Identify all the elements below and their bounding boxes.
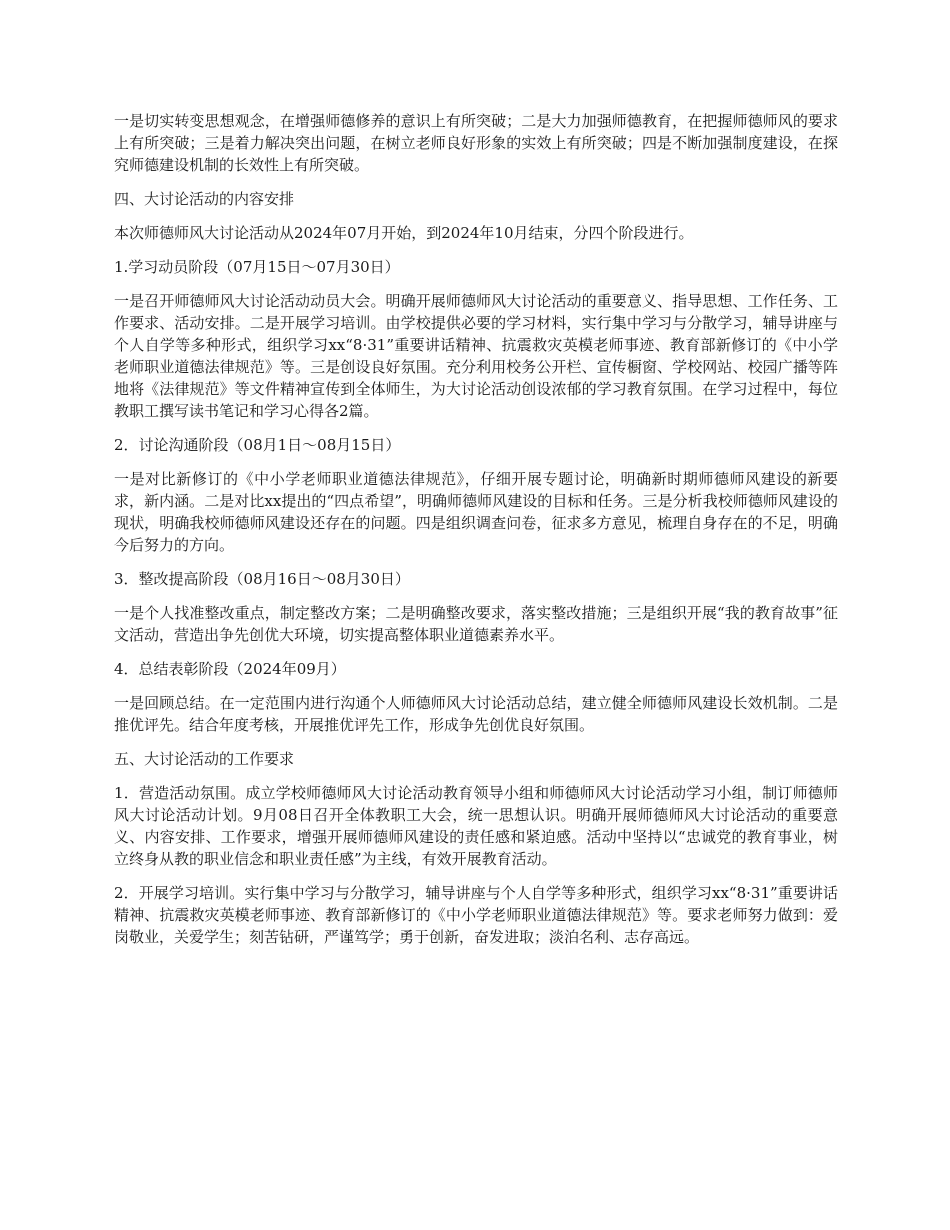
section-heading-4: 四、大讨论活动的内容安排 [114, 190, 295, 208]
document-page [114, 110, 838, 960]
paragraph-requirement-2: 2．开展学习培训。实行集中学习与分散学习，辅导讲座与个人自学等多种形式，组织学习xx“8·31”重要讲话精神、抗震救灾英模老师事迹、教育部新修订的《中小学老师职业道德法律规范》等。要求老师努力做到：爱岗敬业，关爱学生；刻苦钻研，严谨笃学；勇于创新，奋发进取；淡泊名利、志存高远。 [114, 884, 838, 946]
stage-heading-3: 3．整改提高阶段（08月16日～08月30日） [114, 570, 410, 588]
stage-heading-4: 4．总结表彰阶段（2024年09月） [114, 660, 346, 678]
paragraph-requirement-1: 1．营造活动氛围。成立学校师德师风大讨论活动教育领导小组和师德师风大讨论活动学习小组，制订师德师风大讨论活动计划。9月08日召开全体教职工大会，统一思想认识。明确开展师德师风大讨论活动的重要意义、内容安排、工作要求，增强开展师德师风建设的责任感和紧迫感。活动中坚持以“忠诚党的教育事业，树立终身从教的职业信念和职业责任感”为主线，有效开展教育活动。 [114, 784, 838, 868]
stage-heading-1: 1.学习动员阶段（07月15日～07月30日） [114, 258, 400, 276]
section-heading-5: 五、大讨论活动的工作要求 [114, 750, 295, 768]
stage-heading-2: 2．讨论沟通阶段（08月1日～08月15日） [114, 436, 401, 454]
paragraph-stage-4: 一是回顾总结。在一定范围内进行沟通个人师德师风大讨论活动总结，建立健全师德师风建设长效机制。二是推优评先。结合年度考核，开展推优评先工作，形成争先创优良好氛围。 [114, 694, 838, 734]
paragraph-stage-2: 一是对比新修订的《中小学老师职业道德法律规范》，仔细开展专题讨论，明确新时期师德师风建设的新要求，新内涵。二是对比xx提出的“四点希望”，明确师德师风建设的目标和任务。三是分析我校师德师风建设的现状，明确我校师德师风建设还存在的问题。四是组织调查问卷，征求多方意见，梳理自身存在的不足，明确今后努力的方向。 [114, 470, 838, 554]
paragraph-schedule-intro: 本次师德师风大讨论活动从2024年07月开始，到2024年10月结束，分四个阶段进行。 [114, 224, 694, 242]
paragraph-stage-1: 一是召开师德师风大讨论活动动员大会。明确开展师德师风大讨论活动的重要意义、指导思想、工作任务、工作要求、活动安排。二是开展学习培训。由学校提供必要的学习材料，实行集中学习与分散学习，辅导讲座与个人自学等多种形式，组织学习xx“8·31”重要讲话精神、抗震救灾英模老师事迹、教育部新修订的《中小学老师职业道德法律规范》等。三是创设良好氛围。充分利用校务公开栏、宣传橱窗、学校网站、校园广播等阵地将《法律规范》等文件精神宣传到全体师生，为大讨论活动创设浓郁的学习教育氛围。在学习过程中，每位教职工撰写读书笔记和学习心得各2篇。 [114, 292, 838, 420]
paragraph-stage-3: 一是个人找准整改重点，制定整改方案；二是明确整改要求，落实整改措施；三是组织开展“我的教育故事”征文活动，营造出争先创优大环境，切实提高整体职业道德素养水平。 [114, 604, 838, 644]
paragraph-goals: 一是切实转变思想观念，在增强师德修养的意识上有所突破；二是大力加强师德教育，在把握师德师风的要求上有所突破；三是着力解决突出问题，在树立老师良好形象的实效上有所突破；四是不断加强制度建设，在探究师德建设机制的长效性上有所突破。 [114, 112, 838, 174]
